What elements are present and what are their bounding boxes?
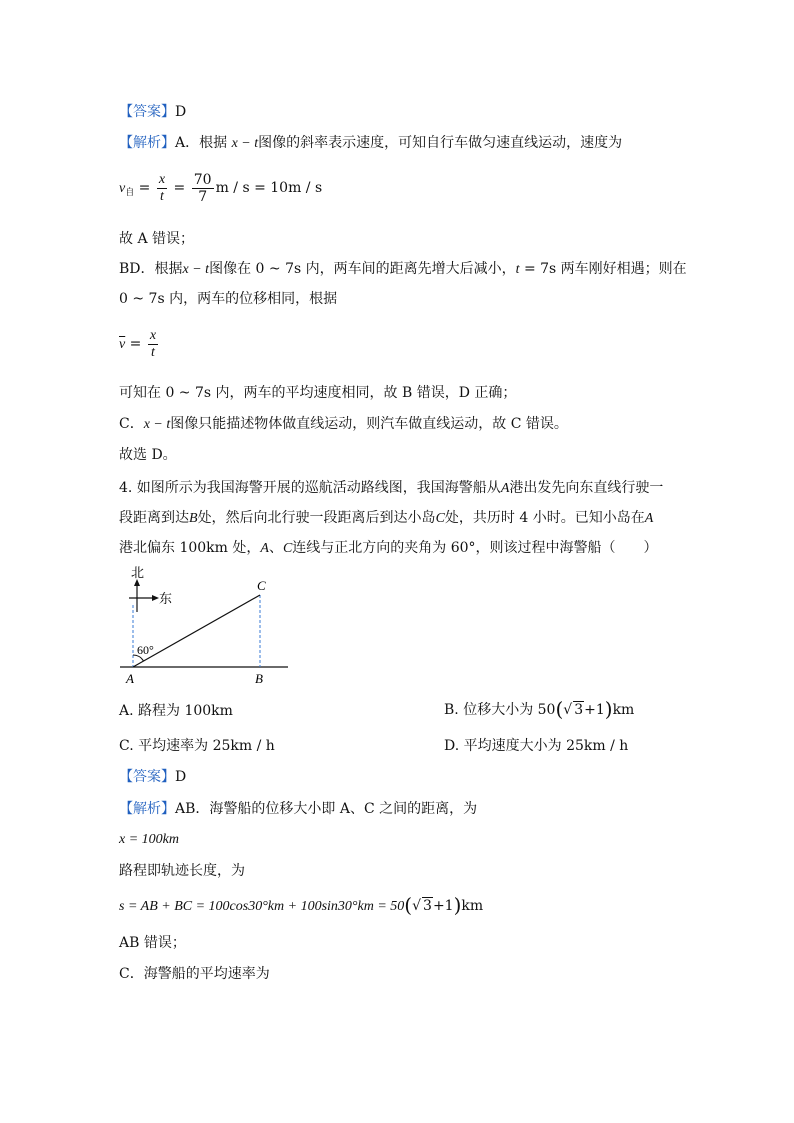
q4-text-c: 处，共历时 4 小时。已知小岛在 xyxy=(444,510,645,526)
v-symbol: v xyxy=(119,181,126,196)
q4-stem-line3 xyxy=(119,538,658,559)
conclusion-a: 故 A 错误； xyxy=(119,231,195,247)
bd-text-b: 图像在 0 ~ 7s 内，两车间的距离先增大后减小， xyxy=(209,261,516,277)
analysis-text: A．根据 xyxy=(175,135,228,151)
point-c-label: C xyxy=(435,511,445,526)
q4-text: 4. 如图所示为我国海警开展的巡航活动路线图，我国海警船从 xyxy=(119,480,501,496)
x-equation: x = 100km xyxy=(119,832,179,847)
point-b: B xyxy=(255,671,263,686)
avg-velocity-equation: $\overline{v}$ = $\frac{x}{t}$ xyxy=(119,327,157,360)
analysis-tag: 【解析】 xyxy=(119,135,175,151)
point-a-label: A xyxy=(260,541,269,556)
option-b-unit: km xyxy=(612,702,635,718)
option-d: D. 平均速度大小为 25km / h xyxy=(444,738,629,754)
answer-tag: 【答案】 xyxy=(119,104,175,120)
option-b: B. 位移大小为 50(√ 3+1)km xyxy=(444,697,635,721)
frac-den: t xyxy=(160,188,164,204)
analysis-bd-line2: 0 ~ 7s 内，两车的位移相同，根据 xyxy=(119,291,338,307)
q4-stem-line1 xyxy=(119,478,663,499)
final-choice: 故选 D。 xyxy=(119,447,177,463)
point-c: C xyxy=(257,578,266,593)
point-a: A xyxy=(126,671,134,686)
q4-text: 段距离到达 xyxy=(119,510,189,526)
c-label: C． xyxy=(119,416,144,432)
fraction-70-7 xyxy=(192,172,214,205)
xt-symbol: x − t xyxy=(182,262,210,277)
frac-num: x xyxy=(149,327,157,343)
ab-text: AB．海警船的位移大小即 A、C 之间的距离，为 xyxy=(175,801,478,817)
frac-den: t xyxy=(151,344,155,360)
answer-line-q3 xyxy=(119,102,186,122)
point-a-label: A xyxy=(500,481,510,496)
xt-symbol: x − t xyxy=(143,417,171,432)
bd-text-d: = 7s 两车刚好相遇；则在 xyxy=(519,261,687,277)
q4-stem-line2 xyxy=(119,508,653,529)
answer-line-q4 xyxy=(119,767,186,787)
north-arrowhead xyxy=(134,579,140,586)
ab-wrong: AB 错误； xyxy=(119,935,186,951)
v-subscript: 自 xyxy=(125,188,135,198)
east-label: 东 xyxy=(159,591,173,606)
answer-value: D xyxy=(175,104,187,120)
v-bar-symbol: $\overline{v}$ xyxy=(119,337,126,352)
answer-value: D xyxy=(175,769,187,785)
analysis-line-a xyxy=(119,133,622,154)
s-eq-text: s = AB + BC = 100cos30°km + 100sin30°km = 50 xyxy=(119,899,405,914)
option-b-text: B. 位移大小为 50 xyxy=(444,702,556,718)
option-a: A. 路程为 100km xyxy=(119,703,233,719)
point-b-label: B xyxy=(189,511,198,526)
analysis-tag: 【解析】 xyxy=(119,801,175,817)
route-diagram xyxy=(115,565,295,690)
answer-tag: 【答案】 xyxy=(119,769,175,785)
eq-result: m / s = 10m / s xyxy=(215,180,323,196)
bd-text: BD．根据 xyxy=(119,261,183,277)
s-equation: s = AB + BC = 100cos30°km + 100sin30°km = 50(√ 3+1)km xyxy=(119,893,484,917)
q4-text-c: 连线与正北方向的夹角为 60°，则该过程中海警船（ ） xyxy=(292,540,658,556)
path-line: 路程即轨迹长度，为 xyxy=(119,863,245,879)
frac-num-70: 70 xyxy=(193,171,212,188)
c-line: C．海警船的平均速率为 xyxy=(119,966,270,982)
frac-den-7: 7 xyxy=(198,188,208,205)
q4-text-b: 处，然后向北行驶一段距离后到达小岛 xyxy=(197,510,436,526)
q4-text: 港北偏东 100km 处， xyxy=(119,540,261,556)
angle-label: 60° xyxy=(137,643,154,657)
t-symbol: t xyxy=(515,262,520,277)
analysis-bd-line3: 可知在 0 ~ 7s 内，两车的平均速度相同，故 B 错误，D 正确； xyxy=(119,385,517,401)
xt-symbol: x − t xyxy=(231,136,259,151)
analysis-bd-line1 xyxy=(119,259,687,280)
analysis-ab-line xyxy=(119,799,477,819)
separator: 、 xyxy=(268,540,283,556)
frac-num: x xyxy=(158,171,166,187)
point-c-label: C xyxy=(282,541,293,556)
point-a-label: A xyxy=(644,511,654,526)
option-c: C. 平均速率为 25km / h xyxy=(119,738,275,754)
sqrt-value: 3 xyxy=(423,898,432,914)
fraction-x-t-2 xyxy=(148,328,158,361)
s-unit: km xyxy=(461,898,484,914)
c-text: 图像只能描述物体做直线运动，则汽车做直线运动，故 C 错误。 xyxy=(170,416,568,432)
plus-one: +1 xyxy=(432,898,454,914)
velocity-equation: $v_自$ = $\frac{x}{t}$ = $\frac{70}{7}$ m / s = 10m / s xyxy=(119,171,323,205)
q4-text-b: 港出发先向东直线行驶一 xyxy=(509,480,664,496)
analysis-c-line xyxy=(119,414,568,435)
fraction-x-t xyxy=(157,172,167,205)
analysis-text-rest: 图像的斜率表示速度，可知自行车做匀速直线运动，速度为 xyxy=(258,135,623,151)
sqrt-value: 3 xyxy=(574,702,584,718)
plus-one: +1 xyxy=(584,702,605,718)
east-arrowhead xyxy=(152,595,159,601)
north-label: 北 xyxy=(131,565,145,580)
